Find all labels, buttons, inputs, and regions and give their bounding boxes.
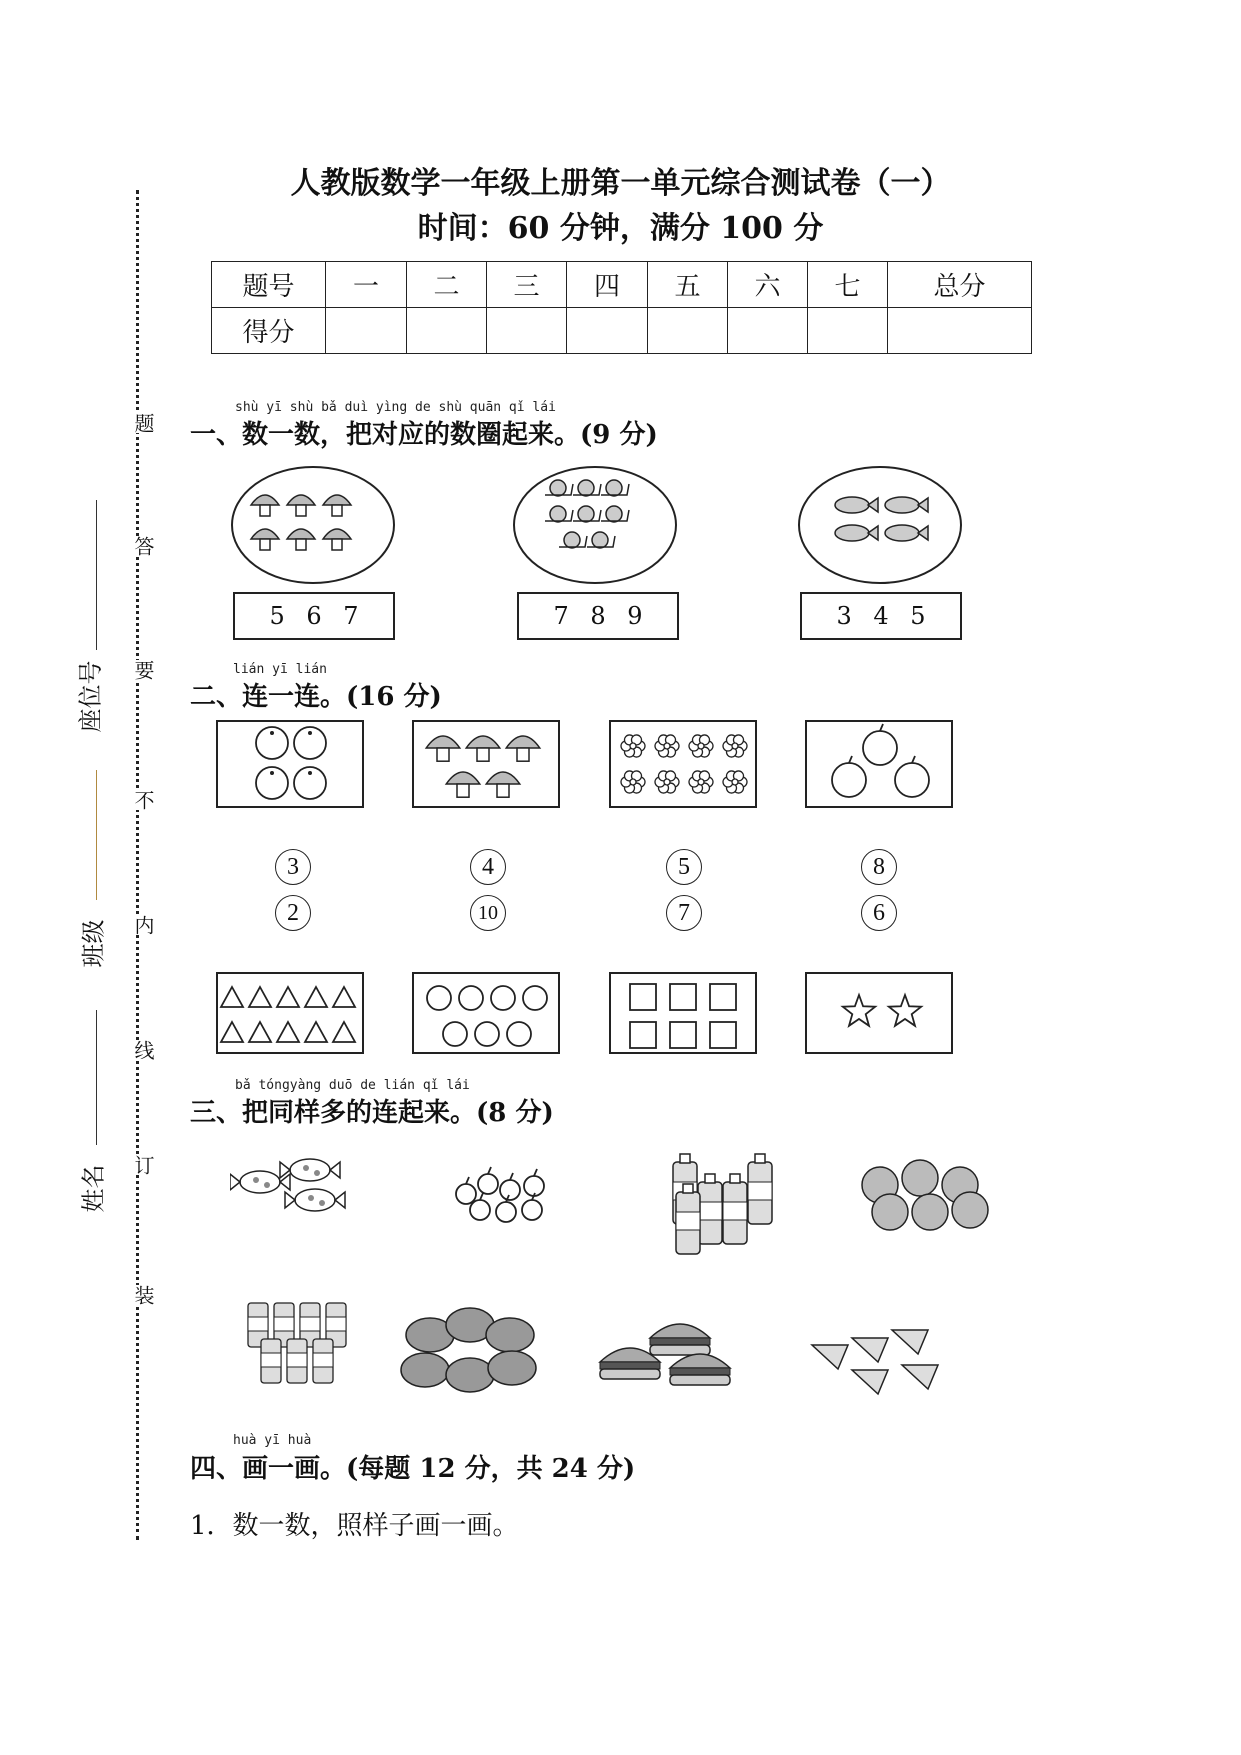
section4-item1: 1．数一数，照样子画一画。 (190, 1511, 519, 1541)
picture-box (610, 973, 756, 1053)
orange-icon (256, 767, 288, 799)
burger-icon (670, 1354, 730, 1385)
score-table-header: 题号 (212, 262, 326, 308)
snail-icon (559, 532, 587, 548)
apple-icon-group (832, 724, 929, 797)
mushroom-icon (287, 495, 315, 516)
score-cell[interactable] (487, 308, 567, 354)
section4-pinyin: huà yī huà (233, 1433, 312, 1448)
bottle-icon (261, 1339, 281, 1383)
potato-icon (488, 1351, 536, 1385)
fish-icon (835, 525, 878, 541)
score-cell[interactable] (567, 308, 648, 354)
triangle-shape (249, 1022, 271, 1042)
bottle-icon (313, 1339, 333, 1383)
apple-icon (872, 1194, 908, 1230)
triangle-shape (277, 987, 299, 1007)
number-circle[interactable]: 6 (861, 895, 897, 931)
score-table-header: 二 (407, 262, 487, 308)
section1-pictures (230, 465, 1180, 590)
seat-number-label: 座位号 (76, 660, 105, 733)
mushroom-icon (323, 529, 351, 550)
score-cell[interactable] (808, 308, 888, 354)
burger-icon (650, 1324, 710, 1355)
apple-icon (456, 1177, 476, 1204)
triangle-shape (249, 987, 271, 1007)
number-circle[interactable]: 5 (666, 849, 702, 885)
small-apple-icon-group (456, 1167, 544, 1222)
margin-char: 答 (129, 536, 158, 556)
flower-icon (689, 771, 713, 793)
score-cell[interactable] (326, 308, 407, 354)
class-line[interactable] (96, 770, 97, 900)
number-choice-box[interactable]: 3 4 5 (800, 592, 962, 640)
triangle-shape (333, 987, 355, 1007)
snail-icon (587, 532, 615, 548)
apple-icon (952, 1192, 988, 1228)
score-cell[interactable] (407, 308, 487, 354)
triangle-shape (221, 987, 243, 1007)
candy-icon (285, 1189, 345, 1211)
cake-slice-icon (852, 1338, 888, 1362)
flower-icon (723, 735, 747, 757)
star-shape (889, 995, 921, 1026)
number-circle[interactable]: 7 (666, 895, 702, 931)
snail-icon (573, 480, 601, 496)
section2-top-pictures (215, 718, 965, 813)
apple-icon (524, 1169, 544, 1196)
number-circle[interactable]: 8 (861, 849, 897, 885)
score-cell[interactable] (648, 308, 728, 354)
apple-icon (500, 1173, 520, 1200)
score-table (211, 261, 1032, 354)
bottle-icon (287, 1339, 307, 1383)
triangle-shape (305, 1022, 327, 1042)
orange-icon (294, 767, 326, 799)
potato-icon (446, 1358, 494, 1392)
picture-box (413, 721, 559, 807)
margin-char: 题 (129, 413, 158, 433)
mushroom-icon (251, 529, 279, 550)
square-shape (630, 1022, 656, 1048)
burger-icon-group (600, 1324, 730, 1385)
score-row-label: 得分 (212, 308, 326, 354)
score-table-header: 总分 (888, 262, 1032, 308)
picture-box (610, 721, 756, 807)
circle-shape (491, 986, 515, 1010)
flower-icon (621, 735, 645, 757)
apple-icon (912, 1194, 948, 1230)
mushroom-icon (486, 772, 520, 797)
section3-heading: 三、把同样多的连起来。(8 分) (190, 1098, 554, 1128)
square-shape (670, 984, 696, 1010)
cake-slice-icon (902, 1365, 938, 1389)
number-choice-box[interactable]: 7 8 9 (517, 592, 679, 640)
mushroom-icon (251, 495, 279, 516)
page-subtitle: 时间：60 分钟，满分 100 分 (417, 211, 824, 246)
section4-heading: 四、画一画。(每题 12 分，共 24 分) (190, 1454, 636, 1484)
triangle-shape-group (221, 987, 355, 1042)
section3-pinyin: bǎ tóngyàng duō de lián qǐ lái (235, 1078, 470, 1093)
mushroom-icon-group (426, 736, 540, 797)
star-shape (843, 995, 875, 1026)
circle-shape (427, 986, 451, 1010)
mushroom-icon-group (251, 495, 351, 550)
snail-icon (601, 506, 629, 522)
number-circle[interactable]: 3 (275, 849, 311, 885)
score-cell[interactable] (728, 308, 808, 354)
score-table-row (212, 308, 1032, 354)
star-shape-group (843, 995, 921, 1026)
candy-icon-group (230, 1159, 345, 1211)
name-label: 姓名 (79, 1164, 108, 1213)
seat-number-line[interactable] (96, 500, 97, 650)
binding-dotted-line (136, 190, 139, 1540)
oval-frame (799, 467, 961, 583)
snail-icon (573, 506, 601, 522)
circle-shape-group (427, 986, 547, 1046)
square-shape (710, 984, 736, 1010)
fish-icon (885, 525, 928, 541)
cake-slice-icon (852, 1370, 888, 1394)
flower-icon (723, 771, 747, 793)
orange-icon (294, 727, 326, 759)
margin-char: 要 (129, 660, 158, 680)
score-cell[interactable] (888, 308, 1032, 354)
square-shape (710, 1022, 736, 1048)
square-shape (670, 1022, 696, 1048)
number-circle[interactable]: 4 (470, 849, 506, 885)
circle-shape (443, 1022, 467, 1046)
apple-pile-icon-group (862, 1160, 988, 1230)
margin-char: 订 (129, 1155, 158, 1175)
snail-icon (545, 506, 573, 522)
score-table-header: 五 (648, 262, 728, 308)
cake-slice-icon (812, 1345, 848, 1369)
mushroom-icon (466, 736, 500, 761)
potato-icon (486, 1318, 534, 1352)
class-label: 班级 (79, 919, 108, 968)
score-table-header: 四 (567, 262, 648, 308)
flower-icon (655, 735, 679, 757)
mushroom-icon (323, 495, 351, 516)
picture-box (217, 721, 363, 807)
snail-icon-group (545, 480, 629, 548)
score-table-header: 一 (326, 262, 407, 308)
score-table-header: 六 (728, 262, 808, 308)
snail-icon (601, 480, 629, 496)
cake-slice-icon-group (812, 1330, 938, 1394)
section1-pinyin: shù yī shù bǎ duì yìng de shù quān qǐ lái (235, 400, 556, 415)
page-title: 人教版数学一年级上册第一单元综合测试卷（一） (290, 166, 951, 201)
margin-char: 内 (129, 915, 158, 935)
mushroom-icon (446, 772, 480, 797)
name-line[interactable] (96, 1010, 97, 1145)
picture-box (217, 973, 363, 1053)
picture-box (806, 973, 952, 1053)
bottle-icon-group (673, 1154, 772, 1254)
margin-char: 装 (129, 1285, 158, 1305)
apple-icon (522, 1193, 542, 1220)
section2-bottom-shapes (215, 970, 965, 1062)
circle-shape (523, 986, 547, 1010)
cake-slice-icon (892, 1330, 928, 1354)
picture-box (413, 973, 559, 1053)
score-table-header: 三 (487, 262, 567, 308)
potato-icon-group (401, 1308, 536, 1392)
section2-heading: 二、连一连。(16 分) (190, 682, 442, 712)
bottle-pack-icon-group (248, 1303, 346, 1383)
score-table-header: 七 (808, 262, 888, 308)
square-shape (630, 984, 656, 1010)
bottle-icon (748, 1154, 772, 1224)
oval-frame (232, 467, 394, 583)
fish-icon (885, 497, 928, 513)
circle-shape (507, 1022, 531, 1046)
triangle-shape (277, 1022, 299, 1042)
orange-icon (256, 727, 288, 759)
circle-shape (459, 986, 483, 1010)
section3-pictures (230, 1140, 1030, 1420)
margin-char: 线 (129, 1040, 158, 1060)
apple-icon (895, 756, 929, 797)
apple-icon (902, 1160, 938, 1196)
bottle-icon (698, 1174, 722, 1244)
margin-char: 不 (129, 790, 158, 810)
orange-icon-group (256, 727, 326, 799)
mushroom-icon (426, 736, 460, 761)
triangle-shape (305, 987, 327, 1007)
potato-icon (401, 1353, 449, 1387)
mushroom-icon (506, 736, 540, 761)
triangle-shape (221, 1022, 243, 1042)
flower-icon (689, 735, 713, 757)
section1-heading: 一、数一数，把对应的数圈起来。(9 分) (190, 420, 658, 450)
apple-icon (478, 1167, 498, 1194)
fish-icon (835, 497, 878, 513)
triangle-shape (333, 1022, 355, 1042)
bottle-icon (676, 1184, 700, 1254)
bottle-icon (723, 1174, 747, 1244)
square-shape-group (630, 984, 736, 1048)
number-circle[interactable]: 10 (470, 895, 506, 931)
snail-icon (545, 480, 573, 496)
score-table-header-row (212, 262, 1032, 308)
number-choice-box[interactable]: 5 6 7 (233, 592, 395, 640)
section2-pinyin: lián yī lián (233, 662, 327, 677)
fish-icon-group (835, 497, 928, 541)
mushroom-icon (287, 529, 315, 550)
flower-icon-group (621, 735, 747, 793)
flower-icon (621, 771, 645, 793)
circle-shape (475, 1022, 499, 1046)
oval-frame (514, 467, 676, 583)
flower-icon (655, 771, 679, 793)
number-circle[interactable]: 2 (275, 895, 311, 931)
apple-icon (863, 724, 897, 765)
apple-icon (832, 756, 866, 797)
